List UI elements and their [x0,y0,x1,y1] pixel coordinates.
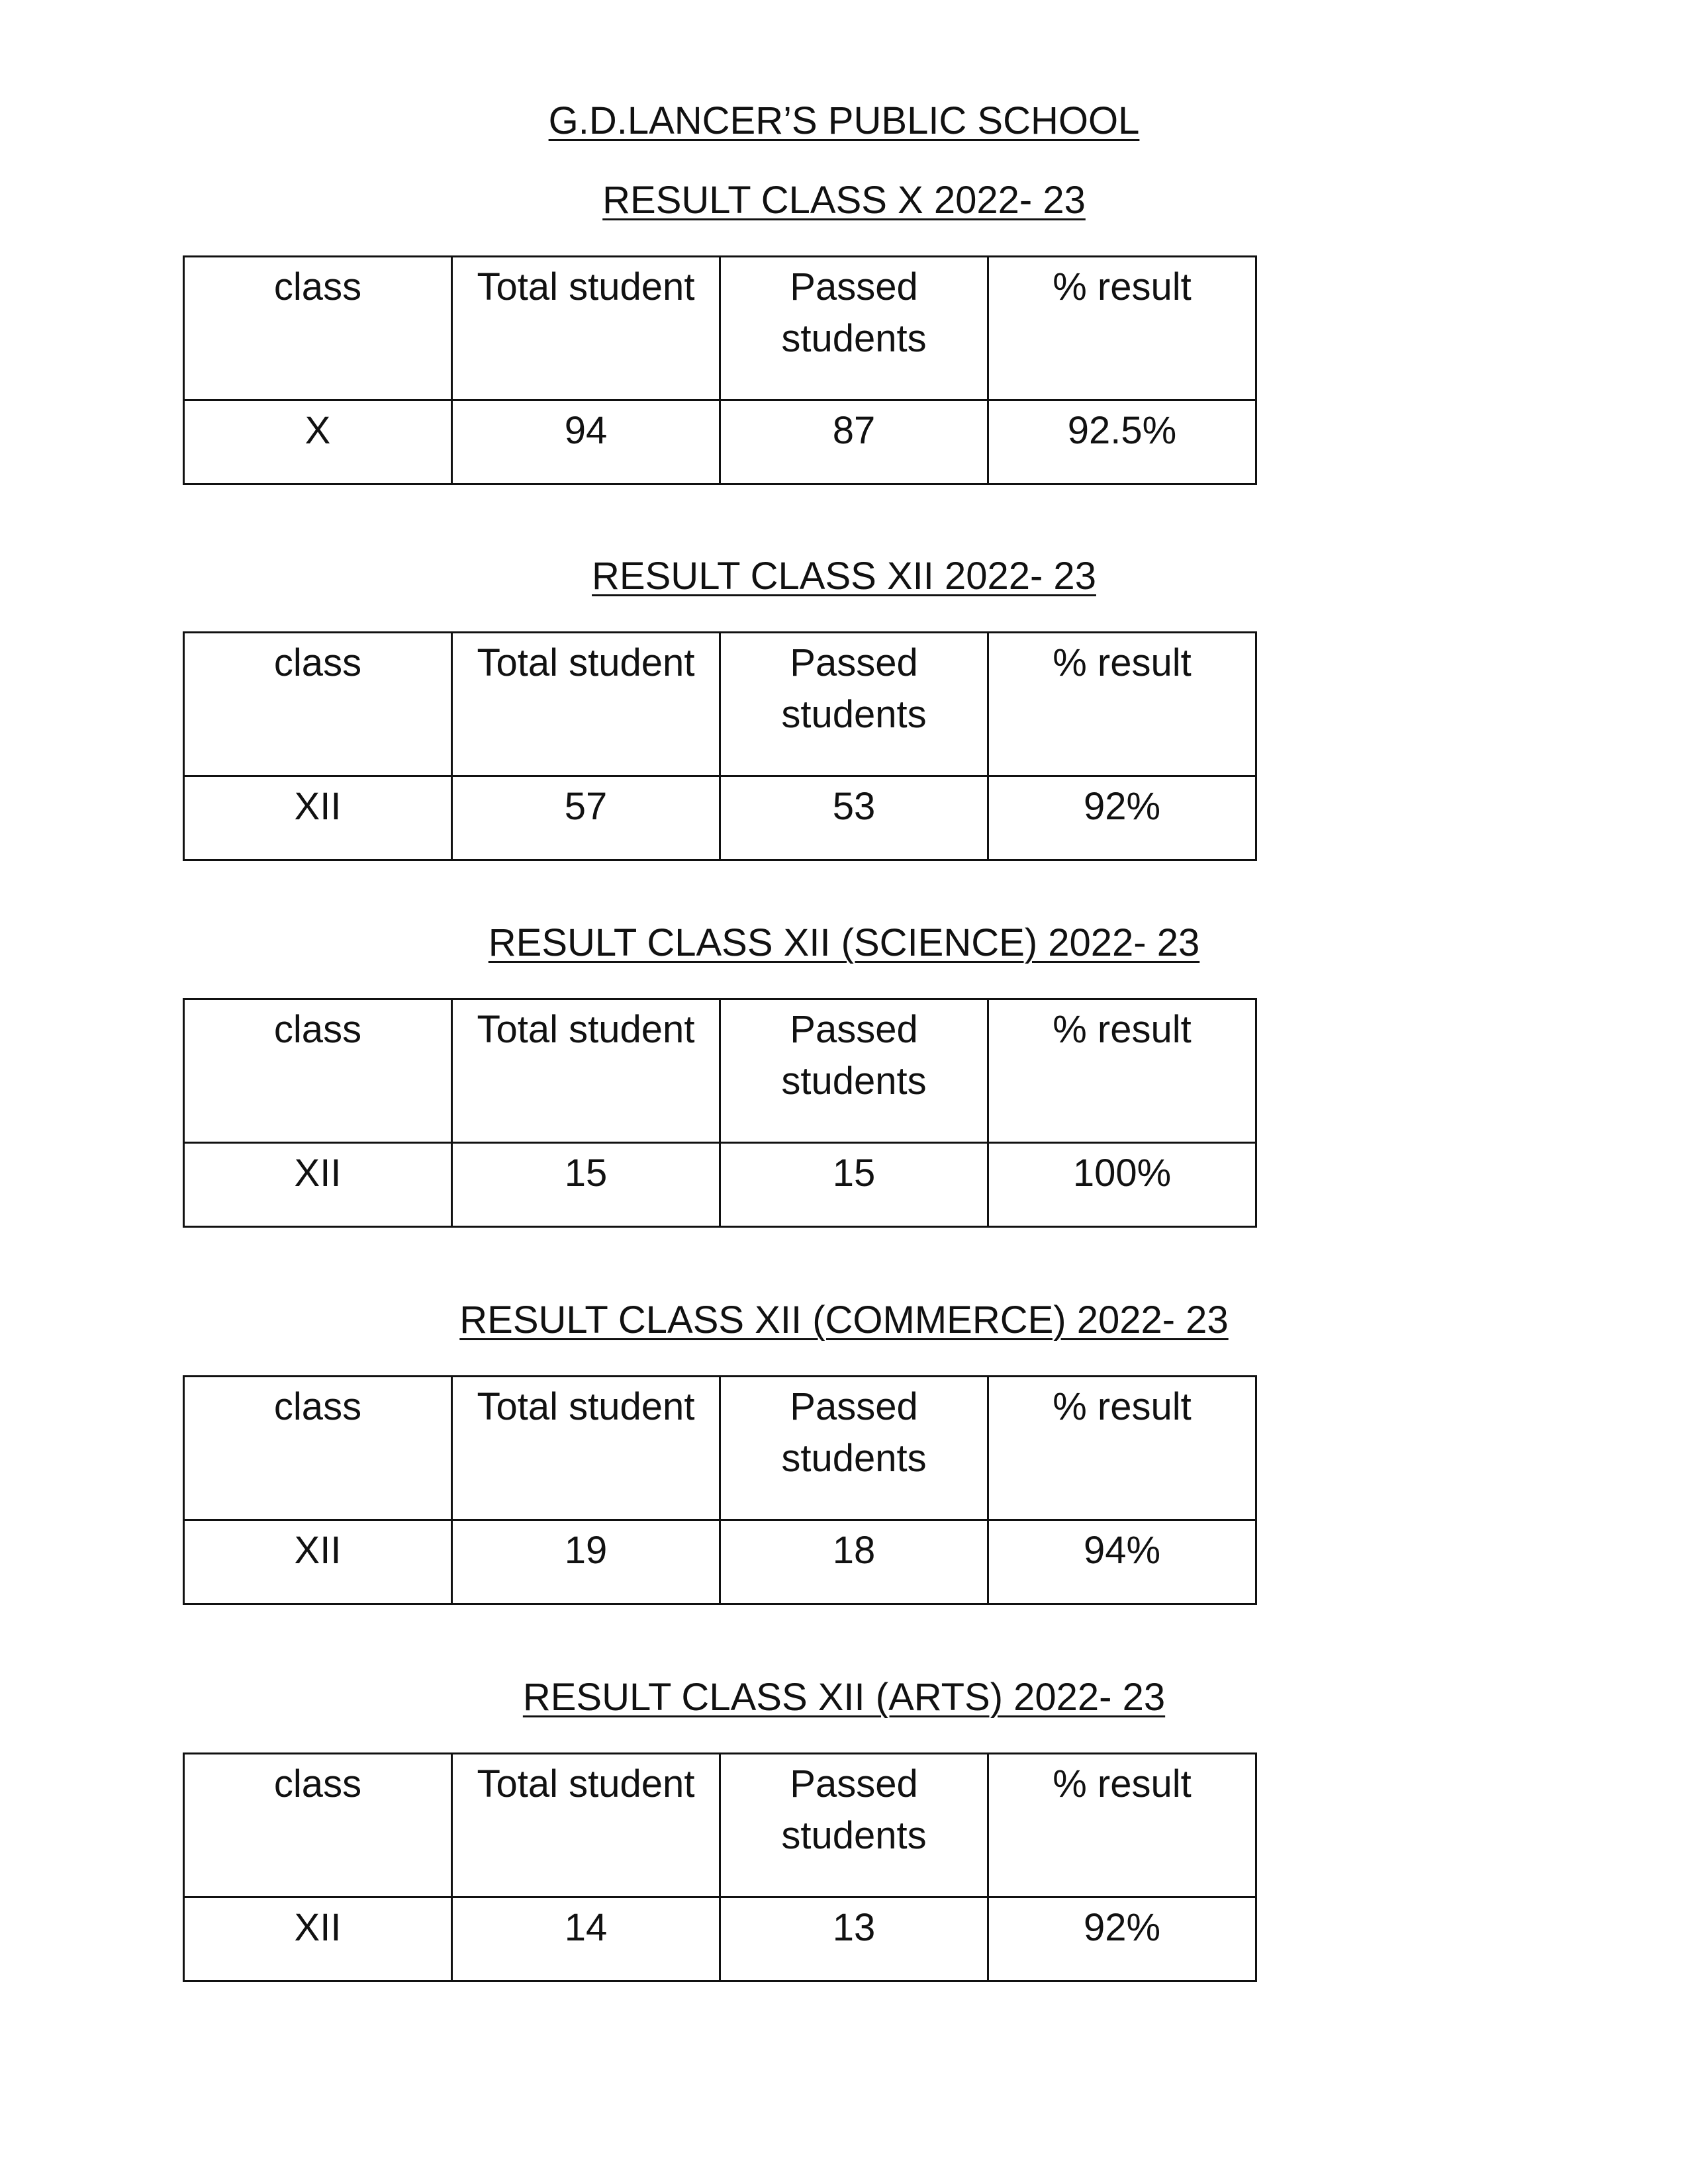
cell-class: XII [184,1897,452,1981]
header-passed-students-text: Passed students [781,1762,927,1857]
cell-total-student: 19 [452,1520,720,1604]
cell-percent-result: 94% [988,1520,1256,1604]
cell-total-student: 57 [452,776,720,860]
section-title-text: RESULT CLASS XII 2022- 23 [592,555,1096,598]
section-title-class-xii-commerce [0,1297,1688,1343]
header-total-student: Total student [452,633,720,776]
section-title-class-xii-arts [0,1674,1688,1721]
header-percent-result: % result [988,257,1256,400]
section-title-text: RESULT CLASS X 2022- 23 [602,179,1086,222]
school-name-text: G.D.LANCER’S PUBLIC SCHOOL [548,99,1140,142]
table-header-row [184,1377,1256,1520]
cell-class: X [184,400,452,484]
result-table-class-x [183,255,1257,485]
result-table-class-xii [183,631,1257,861]
header-passed-students [720,1754,988,1897]
header-percent-result: % result [988,633,1256,776]
cell-class: XII [184,776,452,860]
header-percent-result: % result [988,999,1256,1143]
table-row [184,400,1256,484]
section-title-text: RESULT CLASS XII (COMMERCE) 2022- 23 [459,1298,1229,1342]
header-class: class [184,1754,452,1897]
cell-passed-students: 53 [720,776,988,860]
cell-total-student: 15 [452,1143,720,1227]
header-total-student: Total student [452,1377,720,1520]
section-title-text: RESULT CLASS XII (SCIENCE) 2022- 23 [488,921,1200,964]
table-header-row [184,633,1256,776]
school-name [0,98,1688,144]
header-passed-students-text: Passed students [781,265,927,360]
section-title-class-x [0,177,1688,224]
result-table-class-xii-commerce [183,1375,1257,1605]
result-table-class-xii-science [183,998,1257,1228]
header-class: class [184,1377,452,1520]
table-row [184,776,1256,860]
section-title-class-xii-science [0,920,1688,966]
cell-percent-result: 100% [988,1143,1256,1227]
header-passed-students-text: Passed students [781,641,927,736]
table-row [184,1520,1256,1604]
header-passed-students [720,999,988,1143]
cell-passed-students: 15 [720,1143,988,1227]
table-row [184,1897,1256,1981]
header-class: class [184,633,452,776]
header-passed-students [720,257,988,400]
table-row [184,1143,1256,1227]
table-header-row [184,1754,1256,1897]
header-percent-result: % result [988,1754,1256,1897]
cell-percent-result: 92.5% [988,400,1256,484]
cell-percent-result: 92% [988,776,1256,860]
header-total-student: Total student [452,1754,720,1897]
cell-class: XII [184,1143,452,1227]
table-header-row [184,257,1256,400]
header-percent-result: % result [988,1377,1256,1520]
header-total-student: Total student [452,999,720,1143]
section-title-class-xii [0,553,1688,600]
cell-percent-result: 92% [988,1897,1256,1981]
header-passed-students [720,633,988,776]
header-passed-students-text: Passed students [781,1008,927,1103]
cell-passed-students: 18 [720,1520,988,1604]
result-table-class-xii-arts [183,1752,1257,1982]
cell-passed-students: 87 [720,400,988,484]
table-header-row [184,999,1256,1143]
cell-total-student: 94 [452,400,720,484]
header-class: class [184,999,452,1143]
cell-passed-students: 13 [720,1897,988,1981]
header-passed-students-text: Passed students [781,1385,927,1480]
header-passed-students [720,1377,988,1520]
cell-class: XII [184,1520,452,1604]
section-title-text: RESULT CLASS XII (ARTS) 2022- 23 [522,1676,1166,1719]
header-class: class [184,257,452,400]
header-total-student: Total student [452,257,720,400]
cell-total-student: 14 [452,1897,720,1981]
